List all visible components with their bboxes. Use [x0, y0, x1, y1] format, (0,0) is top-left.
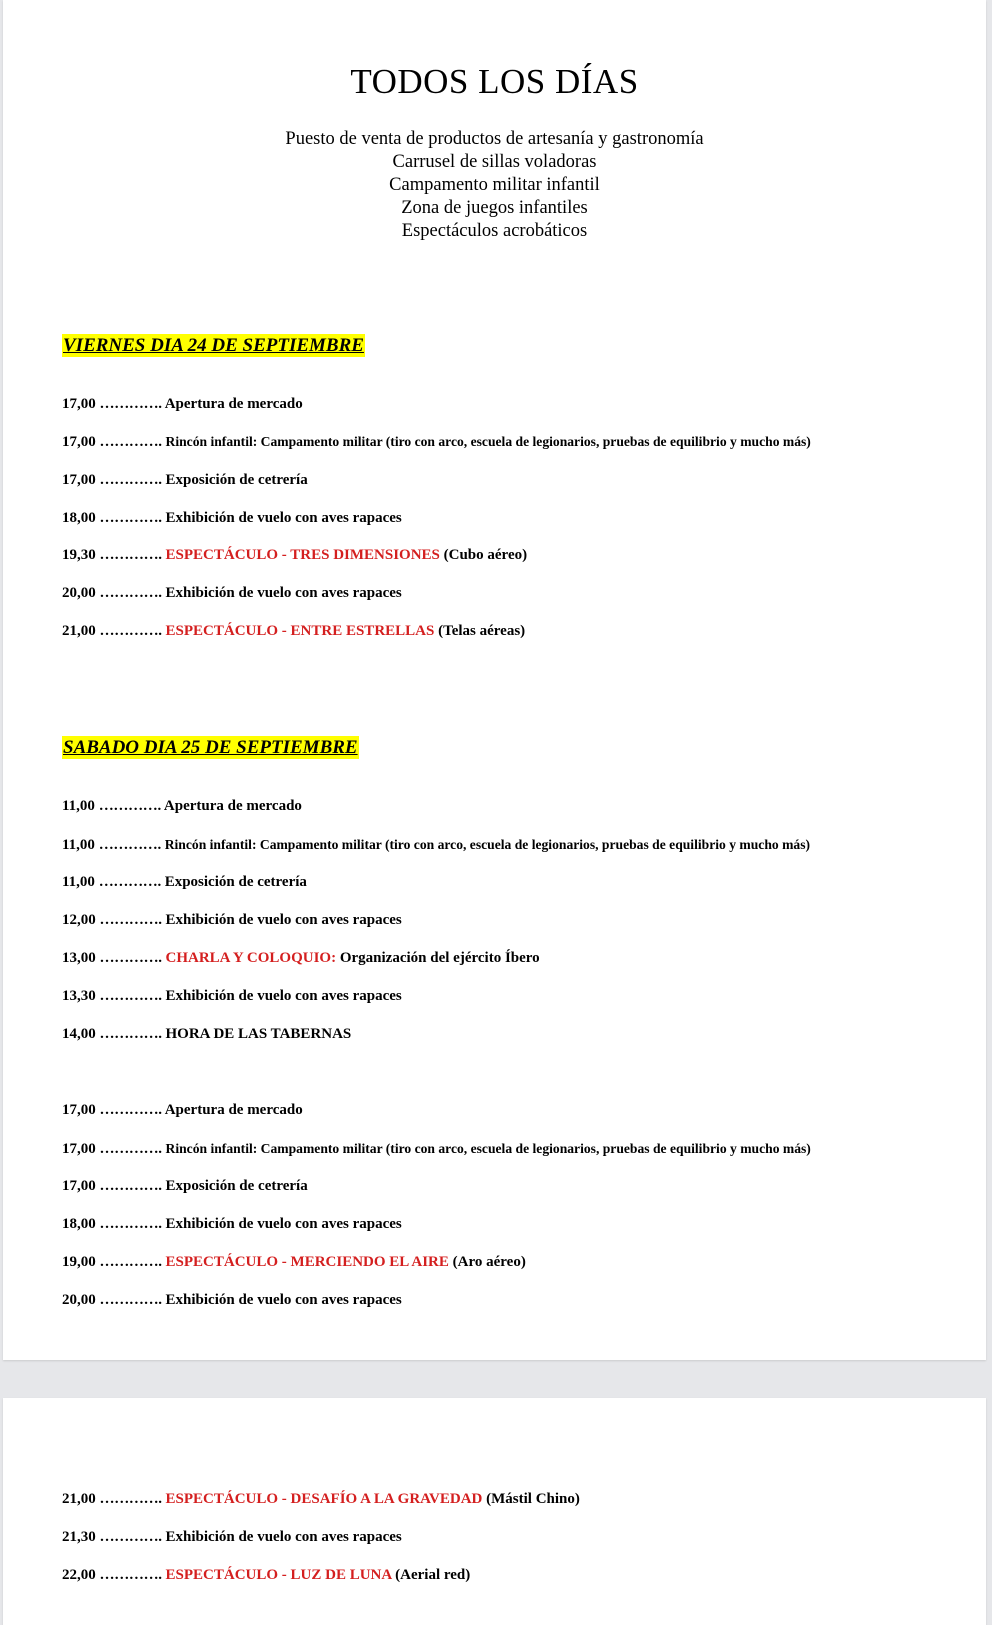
schedule-item [62, 1140, 811, 1158]
event-description: (Cubo aéreo) [443, 547, 528, 563]
schedule-item [62, 1528, 402, 1546]
day-heading-friday: VIERNES DIA 24 DE SEPTIEMBRE [63, 335, 364, 356]
leader-dots: …………. [99, 1254, 162, 1270]
event-description: Exhibición de vuelo con aves rapaces [165, 585, 402, 601]
event-time: 17,00 [62, 434, 96, 450]
schedule-item [62, 1101, 303, 1119]
leader-dots: …………. [99, 1292, 162, 1308]
daily-activity: Puesto de venta de productos de artesanía y gastronomía [285, 129, 704, 149]
event-time: 19,00 [62, 1254, 96, 1270]
event-highlight: ESPECTÁCULO - LUZ DE LUNA [165, 1567, 392, 1583]
schedule-item [62, 797, 302, 815]
leader-dots: …………. [99, 1216, 162, 1232]
schedule-item [62, 987, 402, 1005]
event-time: 17,00 [62, 1178, 96, 1194]
schedule-item [62, 1177, 308, 1195]
document-page-1 [3, 0, 986, 1360]
schedule-item [62, 395, 303, 413]
event-highlight: CHARLA Y COLOQUIO: [165, 950, 337, 966]
daily-activity: Carrusel de sillas voladoras [392, 152, 597, 172]
event-description: Apertura de mercado [163, 798, 302, 814]
event-description: Exhibición de vuelo con aves rapaces [165, 510, 402, 526]
schedule-item [62, 873, 307, 891]
daily-activity: Espectáculos acrobáticos [401, 221, 588, 241]
event-time: 11,00 [62, 837, 95, 853]
event-time: 14,00 [62, 1026, 96, 1042]
event-time: 17,00 [62, 396, 96, 412]
daily-activities-list [3, 128, 986, 243]
leader-dots: …………. [99, 472, 162, 488]
event-description: Exhibición de vuelo con aves rapaces [165, 1216, 402, 1232]
event-time: 20,00 [62, 585, 96, 601]
event-highlight: ESPECTÁCULO - MERCIENDO EL AIRE [165, 1254, 449, 1270]
event-description: Apertura de mercado [164, 1102, 303, 1118]
day-heading-saturday: SABADO DIA 25 DE SEPTIEMBRE [63, 737, 358, 758]
event-time: 22,00 [62, 1567, 96, 1583]
leader-dots: …………. [99, 1567, 162, 1583]
event-time: 19,30 [62, 547, 96, 563]
schedule-item [62, 1566, 470, 1584]
daily-activity: Zona de juegos infantiles [401, 198, 588, 218]
event-description: Rincón infantil: Campamento militar (tiro con arco, escuela de legionarios, pruebas de equilibrio y mucho más) [164, 837, 811, 852]
event-description: Organización del ejército Íbero [339, 950, 540, 966]
event-description: Exposición de cetrería [165, 472, 308, 488]
event-time: 18,00 [62, 1216, 96, 1232]
schedule-item [62, 949, 540, 967]
schedule-item [62, 584, 402, 602]
schedule-item [62, 433, 811, 451]
leader-dots: …………. [99, 547, 162, 563]
event-description: Rincón infantil: Campamento militar (tiro con arco, escuela de legionarios, pruebas de equilibrio y mucho más) [165, 434, 811, 449]
leader-dots: …………. [99, 1141, 162, 1157]
leader-dots: …………. [98, 798, 161, 814]
leader-dots: …………. [99, 585, 162, 601]
schedule-item [62, 1291, 402, 1309]
event-highlight: ESPECTÁCULO - TRES DIMENSIONES [165, 547, 440, 563]
leader-dots: …………. [99, 912, 162, 928]
schedule-item [62, 1253, 526, 1271]
leader-dots: …………. [99, 1102, 162, 1118]
event-time: 21,00 [62, 1491, 96, 1507]
schedule-item [62, 1025, 351, 1043]
event-description: (Aerial red) [395, 1567, 471, 1583]
leader-dots: …………. [99, 950, 162, 966]
event-description: (Telas aéreas) [438, 623, 526, 639]
event-description: (Mástil Chino) [486, 1491, 580, 1507]
event-time: 11,00 [62, 798, 95, 814]
event-time: 17,00 [62, 472, 96, 488]
schedule-item [62, 546, 527, 564]
event-description: (Aro aéreo) [452, 1254, 526, 1270]
event-description: Rincón infantil: Campamento militar (tiro con arco, escuela de legionarios, pruebas de equilibrio y mucho más) [165, 1141, 811, 1156]
event-time: 12,00 [62, 912, 96, 928]
schedule-item [62, 1490, 580, 1508]
leader-dots: …………. [99, 623, 162, 639]
leader-dots: …………. [99, 1529, 162, 1545]
event-time: 21,00 [62, 623, 96, 639]
schedule-item [62, 509, 402, 527]
leader-dots: …………. [98, 837, 161, 853]
event-description: HORA DE LAS TABERNAS [165, 1026, 352, 1042]
event-description: Exhibición de vuelo con aves rapaces [165, 912, 402, 928]
event-time: 18,00 [62, 510, 96, 526]
event-time: 11,00 [62, 874, 95, 890]
schedule-item [62, 471, 308, 489]
event-description: Exposición de cetrería [164, 874, 307, 890]
leader-dots: …………. [99, 510, 162, 526]
schedule-item [62, 836, 810, 854]
event-time: 21,30 [62, 1529, 96, 1545]
event-time: 13,30 [62, 988, 96, 1004]
schedule-item [62, 1215, 402, 1233]
schedule-item [62, 911, 402, 929]
event-description: Apertura de mercado [164, 396, 303, 412]
leader-dots: …………. [99, 988, 162, 1004]
event-description: Exhibición de vuelo con aves rapaces [165, 1529, 402, 1545]
event-highlight: ESPECTÁCULO - DESAFÍO A LA GRAVEDAD [165, 1491, 483, 1507]
daily-activity: Campamento militar infantil [389, 175, 600, 195]
event-description: Exhibición de vuelo con aves rapaces [165, 988, 402, 1004]
event-time: 17,00 [62, 1141, 96, 1157]
leader-dots: …………. [99, 1026, 162, 1042]
event-highlight: ESPECTÁCULO - ENTRE ESTRELLAS [165, 623, 435, 639]
event-time: 13,00 [62, 950, 96, 966]
leader-dots: …………. [99, 396, 162, 412]
document-page-2 [3, 1398, 986, 1625]
event-time: 17,00 [62, 1102, 96, 1118]
leader-dots: …………. [99, 1491, 162, 1507]
event-description: Exhibición de vuelo con aves rapaces [165, 1292, 402, 1308]
page-title: TODOS LOS DÍAS [350, 62, 639, 101]
leader-dots: …………. [98, 874, 161, 890]
schedule-item [62, 622, 525, 640]
event-time: 20,00 [62, 1292, 96, 1308]
event-description: Exposición de cetrería [165, 1178, 308, 1194]
leader-dots: …………. [99, 1178, 162, 1194]
leader-dots: …………. [99, 434, 162, 450]
